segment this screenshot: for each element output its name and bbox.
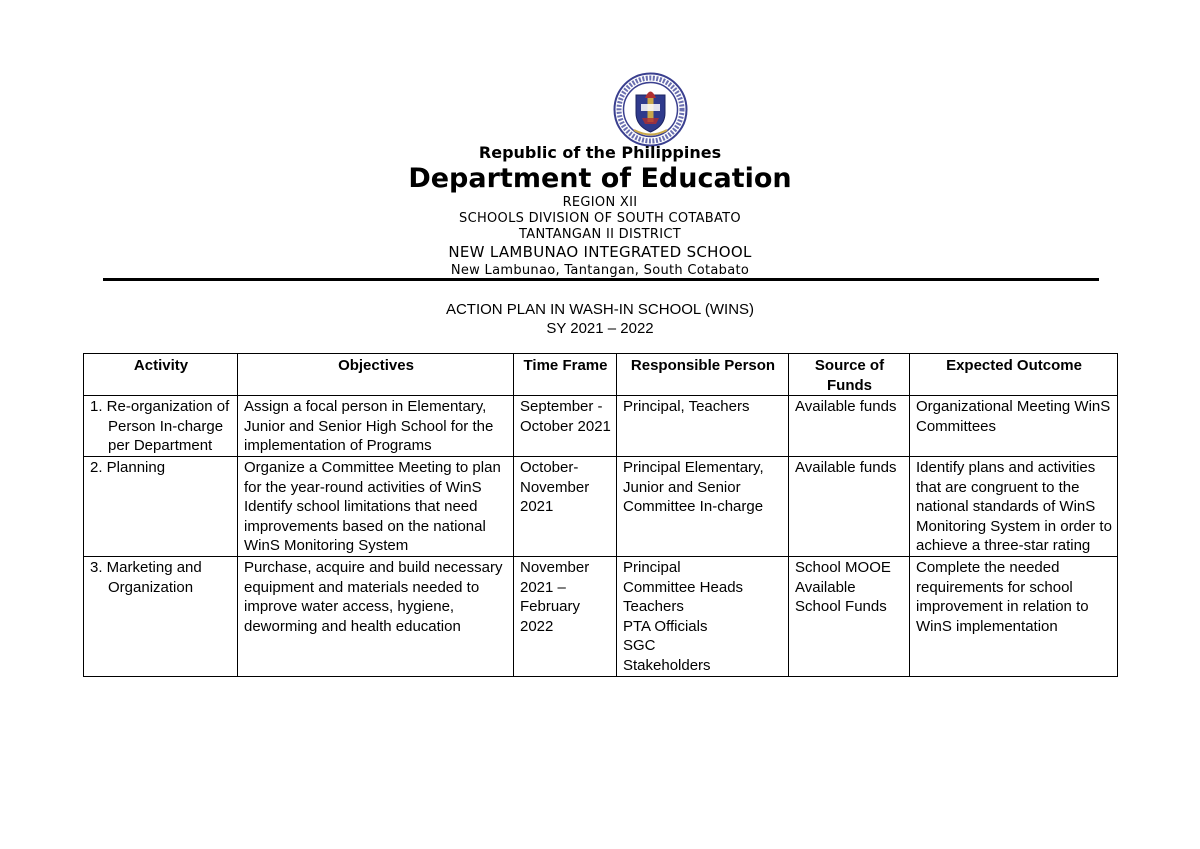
activity-text: 2. Planning — [90, 458, 166, 476]
activity-cell — [84, 456, 238, 556]
funds-cell — [789, 456, 910, 556]
division-line: SCHOOLS DIVISION OF SOUTH COTABATO — [459, 211, 741, 226]
action-plan-table — [83, 353, 1118, 677]
time-frame-text: November 2021 – February 2022 — [520, 558, 590, 635]
outcome-cell — [910, 396, 1118, 457]
responsible-cell — [617, 456, 789, 556]
outcome-text: Identify plans and activities that are congruent to the national standards of WinS Monitoring System in order to achieve a three-star rating — [916, 458, 1112, 555]
outcome-cell — [910, 556, 1118, 676]
activity-cell — [84, 396, 238, 457]
letterhead — [0, 143, 1200, 279]
activity-cell — [84, 556, 238, 676]
funds-cell — [789, 556, 910, 676]
title-line-2: SY 2021 – 2022 — [546, 320, 654, 337]
funds-cell — [789, 396, 910, 457]
school-address: New Lambunao, Tantangan, South Cotabato — [450, 263, 750, 278]
time-frame-cell — [514, 456, 617, 556]
responsible-text: SGC — [623, 637, 656, 655]
school-name: NEW LAMBUNAO INTEGRATED SCHOOL — [448, 243, 752, 261]
objective-text: Assign a focal person in Elementary, Junior and Senior High School for the implementation of Programs — [244, 398, 494, 455]
responsible-text: PTA Officials — [623, 617, 708, 635]
table-header-row — [84, 354, 1118, 396]
objectives-cell — [238, 556, 514, 676]
funds-text: Available funds — [795, 398, 897, 416]
objective-text: Organize a Committee Meeting to plan for the year-round activities of WinS — [244, 458, 501, 496]
region-line: REGION XII — [562, 195, 638, 210]
outcome-text: Complete the needed requirements for school improvement in relation to WinS implementation — [916, 558, 1089, 635]
funds-text: School MOOE — [795, 558, 891, 576]
department-name: Department of Education — [408, 163, 792, 194]
table-row — [84, 556, 1118, 676]
responsible-text: Principal, Teachers — [623, 398, 750, 416]
title-line-1: ACTION PLAN IN WASH-IN SCHOOL (WINS) — [445, 301, 755, 318]
objective-text: Identify school limitations that need improvements based on the national WinS Monitoring System — [244, 498, 486, 555]
outcome-text: Organizational Meeting WinS Committees — [916, 398, 1111, 435]
deped-seal-icon — [612, 71, 689, 148]
objectives-cell — [238, 456, 514, 556]
responsible-text: Principal Elementary, Junior and Senior Committee In-charge — [623, 458, 764, 516]
time-frame-text: September -October 2021 — [520, 398, 611, 435]
document-title — [0, 300, 1200, 338]
responsible-text: Committee Heads — [623, 578, 744, 596]
table-row — [84, 456, 1118, 556]
time-frame-cell — [514, 556, 617, 676]
responsible-text: Principal — [623, 558, 681, 576]
responsible-cell — [617, 556, 789, 676]
header-objectives: Objectives — [238, 354, 514, 396]
responsible-cell — [617, 396, 789, 457]
funds-text: Available funds — [795, 458, 897, 476]
header-time-frame: Time Frame — [514, 354, 617, 396]
header-activity: Activity — [84, 354, 238, 396]
time-frame-cell — [514, 396, 617, 457]
activity-text: 1. Re-organization of Person In-charge per Department — [90, 398, 230, 455]
header-divider — [103, 278, 1099, 281]
responsible-text: Teachers — [623, 598, 684, 616]
time-frame-text: October-November 2021 — [520, 458, 590, 516]
header-expected-outcome: Expected Outcome — [910, 354, 1118, 396]
table-row — [84, 396, 1118, 457]
header-source-of-funds: Source of Funds — [789, 354, 910, 396]
activity-text: 3. Marketing and Organization — [90, 558, 202, 596]
objective-text: Purchase, acquire and build necessary equipment and materials needed to improve water access, hygiene, deworming and health education — [244, 558, 503, 635]
responsible-text: Stakeholders — [623, 656, 711, 674]
objectives-cell — [238, 396, 514, 457]
republic-line: Republic of the Philippines — [478, 143, 722, 162]
district-line: TANTANGAN II DISTRICT — [519, 227, 681, 242]
deped-seal-logo — [612, 71, 689, 148]
outcome-cell — [910, 456, 1118, 556]
funds-text: Available School Funds — [795, 578, 887, 616]
header-responsible-person: Responsible Person — [617, 354, 789, 396]
